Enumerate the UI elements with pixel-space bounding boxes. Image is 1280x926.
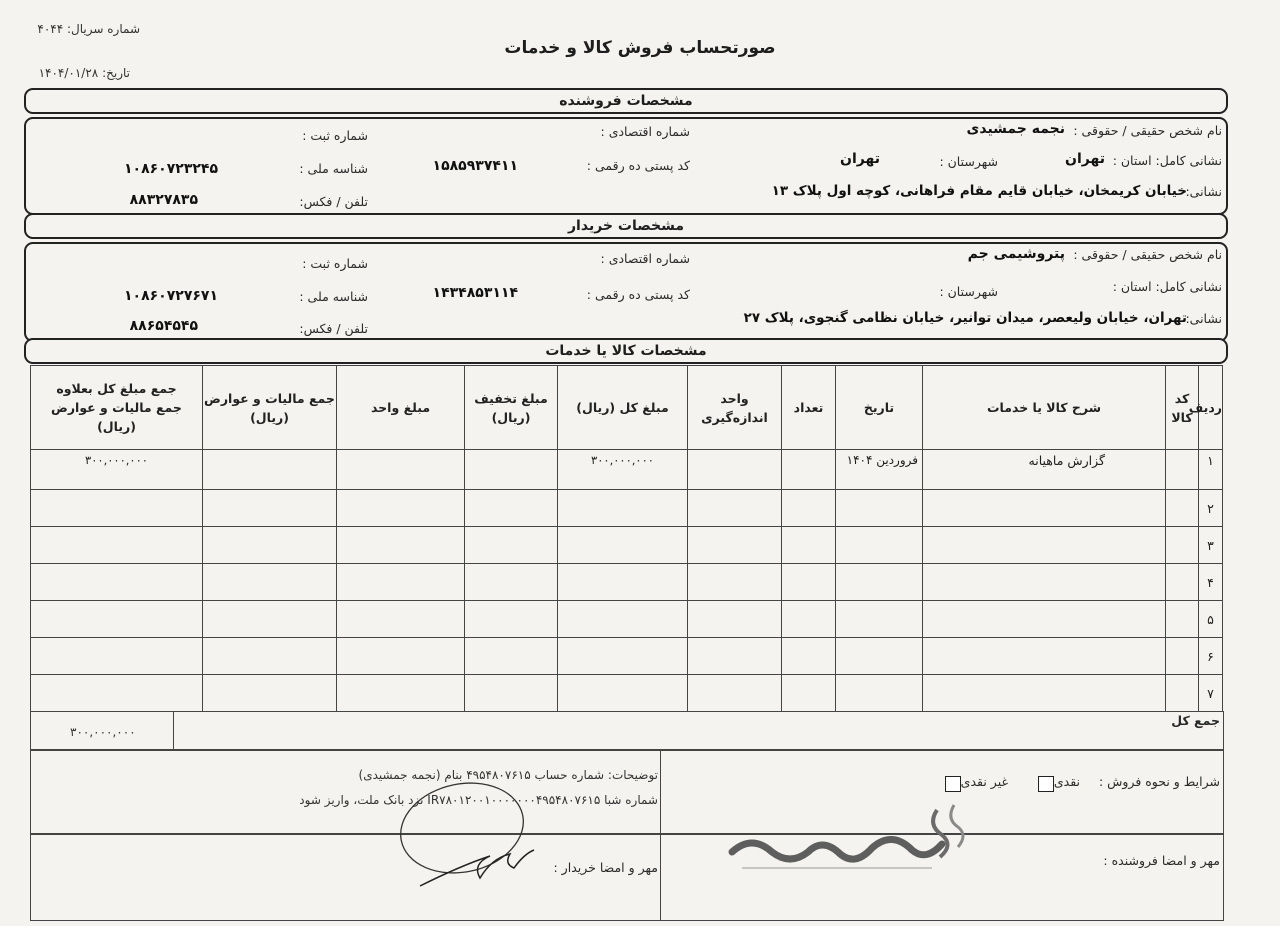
row-number: ۱: [1199, 450, 1223, 490]
col-description: شرح کالا یا خدمات: [923, 366, 1166, 450]
row-number: ۶: [1199, 638, 1223, 675]
buyer-phone: ۸۸۶۵۴۵۴۵: [129, 318, 198, 334]
table-cell: [558, 675, 688, 712]
table-cell: [337, 564, 465, 601]
seller-stamp-logo: [722, 790, 982, 890]
seller-national-label: شناسه ملی :: [299, 161, 368, 176]
table-cell: [203, 638, 337, 675]
table-cell: [688, 675, 782, 712]
table-cell: [1166, 450, 1199, 490]
col-tax: جمع مالیات و عوارض (ریال): [203, 366, 337, 450]
col-quantity: تعداد: [782, 366, 836, 450]
table-cell: [836, 527, 923, 564]
table-cell: [688, 490, 782, 527]
goods-banner: مشخصات کالا یا خدمات: [24, 338, 1228, 364]
items-table: [30, 365, 1223, 712]
table-cell: [836, 675, 923, 712]
buyer-city-label: شهرستان :: [939, 284, 998, 299]
buyer-national: ۱۰۸۶۰۷۲۷۶۷۱: [124, 288, 218, 304]
col-row: ردیف: [1199, 366, 1223, 450]
buyer-sign-label: مهر و امضا خریدار :: [553, 860, 658, 875]
table-cell: [923, 527, 1166, 564]
table-cell: [337, 450, 465, 490]
seller-province: تهران: [1065, 151, 1105, 167]
table-cell: [337, 527, 465, 564]
seller-name: نجمه جمشیدی: [966, 121, 1065, 137]
table-cell: [923, 638, 1166, 675]
table-row: [31, 527, 1223, 564]
row-number: ۲: [1199, 490, 1223, 527]
table-cell: [688, 601, 782, 638]
buyer-signature: [390, 778, 540, 898]
noncash-label: غیر نقدی: [960, 774, 1008, 789]
table-cell: فروردین ۱۴۰۴: [836, 450, 923, 490]
table-cell: [465, 450, 558, 490]
col-code: کد کالا: [1166, 366, 1199, 450]
table-cell: [782, 450, 836, 490]
seller-street: خیابان کریمخان، خیابان قایم مقام فراهانی، کوچه اول پلاک ۱۳: [771, 183, 1187, 199]
table-cell: [782, 490, 836, 527]
buyer-street-label: نشانی:: [1185, 311, 1222, 326]
buyer-name: پتروشیمی جم: [967, 246, 1065, 262]
table-cell: [203, 564, 337, 601]
table-row: [31, 450, 1223, 490]
seller-reg-label: شماره ثبت :: [302, 128, 368, 143]
table-cell: [465, 490, 558, 527]
seller-postal: ۱۵۸۵۹۳۷۴۱۱: [432, 158, 518, 174]
signature-row: [30, 833, 1224, 921]
seller-economic-label: شماره اقتصادی :: [600, 124, 690, 139]
table-cell: [203, 490, 337, 527]
buyer-street: تهران، خیابان ولیعصر، میدان توانیر، خیابان نظامی گنجوی، پلاک ۲۷: [743, 310, 1187, 326]
terms-label: شرایط و نحوه فروش :: [1098, 774, 1220, 789]
table-cell: [1166, 638, 1199, 675]
total-row: [30, 711, 1224, 751]
col-unit: واحد اندازه‌گیری: [688, 366, 782, 450]
table-cell: [203, 601, 337, 638]
table-cell: [337, 638, 465, 675]
table-cell: گزارش ماهیانه: [923, 450, 1166, 490]
row-number: ۵: [1199, 601, 1223, 638]
table-cell: [558, 638, 688, 675]
items-header-row: [31, 366, 1223, 450]
table-cell: [1166, 564, 1199, 601]
table-row: [31, 490, 1223, 527]
table-cell: [465, 527, 558, 564]
col-discount: مبلغ تخفیف (ریال): [465, 366, 558, 450]
table-cell: [337, 490, 465, 527]
table-cell: [1166, 527, 1199, 564]
buyer-name-label: نام شخص حقیقی / حقوقی :: [1073, 247, 1222, 262]
row-number: ۳: [1199, 527, 1223, 564]
table-cell: [836, 564, 923, 601]
table-cell: [1166, 675, 1199, 712]
table-cell: [337, 675, 465, 712]
table-cell: [1166, 601, 1199, 638]
col-grand-total: جمع مبلغ کل بعلاوه جمع مالیات و عوارض (ریال): [31, 366, 203, 450]
col-date: تاریخ: [836, 366, 923, 450]
notes-line2: شماره شبا IR۷۸۰۱۲۰۰۱۰۰۰۰۰۰۰۴۹۵۴۸۰۷۶۱۵ نزد بانک ملت، واریز شود: [299, 793, 658, 807]
table-row: [31, 638, 1223, 675]
seller-phone: ۸۸۳۲۷۸۳۵: [129, 192, 198, 208]
buyer-economic-label: شماره اقتصادی :: [600, 251, 690, 266]
cash-label: نقدی: [1053, 774, 1080, 789]
table-cell: [465, 601, 558, 638]
seller-street-label: نشانی:: [1185, 184, 1222, 199]
invoice-date: تاریخ: ۱۴۰۴/۰۱/۲۸: [38, 66, 130, 80]
buyer-banner: مشخصات خریدار: [24, 213, 1228, 239]
table-cell: [558, 601, 688, 638]
table-cell: [1166, 490, 1199, 527]
col-total: مبلغ کل (ریال): [558, 366, 688, 450]
seller-banner: مشخصات فروشنده: [24, 88, 1228, 114]
table-cell: [782, 527, 836, 564]
col-unit-price: مبلغ واحد: [337, 366, 465, 450]
table-cell: [782, 601, 836, 638]
buyer-reg-label: شماره ثبت :: [302, 256, 368, 271]
table-cell: [31, 675, 203, 712]
table-row: [31, 564, 1223, 601]
table-cell: [923, 601, 1166, 638]
total-label: جمع کل: [1171, 713, 1220, 728]
table-cell: [31, 527, 203, 564]
table-cell: [923, 675, 1166, 712]
table-cell: [465, 675, 558, 712]
table-cell: [337, 601, 465, 638]
table-cell: [688, 564, 782, 601]
table-cell: [203, 450, 337, 490]
table-cell: [203, 675, 337, 712]
table-cell: [31, 564, 203, 601]
table-cell: [31, 601, 203, 638]
table-cell: [782, 675, 836, 712]
table-cell: [203, 527, 337, 564]
table-cell: [688, 638, 782, 675]
buyer-phone-label: تلفن / فکس:: [299, 321, 368, 336]
table-cell: [558, 527, 688, 564]
table-cell: ۳۰۰,۰۰۰,۰۰۰: [558, 450, 688, 490]
page-title: صورتحساب فروش کالا و خدمات: [504, 38, 776, 58]
table-cell: [836, 490, 923, 527]
row-number: ۴: [1199, 564, 1223, 601]
table-cell: [782, 564, 836, 601]
table-cell: [558, 490, 688, 527]
table-row: [31, 601, 1223, 638]
table-cell: [836, 601, 923, 638]
seller-sign-label: مهر و امضا فروشنده :: [1103, 853, 1220, 868]
seller-national: ۱۰۸۶۰۷۲۳۲۴۵: [124, 161, 218, 177]
seller-postal-label: کد پستی ده رقمی :: [586, 158, 690, 173]
buyer-postal-label: کد پستی ده رقمی :: [586, 287, 690, 302]
table-cell: [782, 638, 836, 675]
seller-address-label: نشانی کامل: استان :: [1112, 153, 1222, 168]
table-cell: [558, 564, 688, 601]
seller-phone-label: تلفن / فکس:: [299, 194, 368, 209]
seller-city-label: شهرستان :: [939, 154, 998, 169]
table-cell: [836, 638, 923, 675]
table-cell: [31, 638, 203, 675]
buyer-postal: ۱۴۳۴۸۵۳۱۱۴: [432, 285, 518, 301]
table-cell: [688, 527, 782, 564]
serial-number: شماره سریال: ۴۰۴۴: [37, 22, 140, 36]
table-cell: [465, 638, 558, 675]
cash-checkbox[interactable]: [1038, 776, 1054, 792]
table-cell: [923, 490, 1166, 527]
table-cell: [688, 450, 782, 490]
buyer-national-label: شناسه ملی :: [299, 289, 368, 304]
total-value: ۳۰۰,۰۰۰,۰۰۰: [70, 725, 136, 739]
seller-name-label: نام شخص حقیقی / حقوقی :: [1073, 123, 1222, 138]
table-cell: [923, 564, 1166, 601]
table-cell: [465, 564, 558, 601]
table-cell: ۳۰۰,۰۰۰,۰۰۰: [31, 450, 203, 490]
seller-city: تهران: [840, 151, 880, 167]
buyer-address-label: نشانی کامل: استان :: [1112, 279, 1222, 294]
notes-line1: توضیحات: شماره حساب ۴۹۵۴۸۰۷۶۱۵ بنام (نجمه جمشیدی): [358, 768, 658, 782]
table-row: [31, 675, 1223, 712]
row-number: ۷: [1199, 675, 1223, 712]
table-cell: [31, 490, 203, 527]
